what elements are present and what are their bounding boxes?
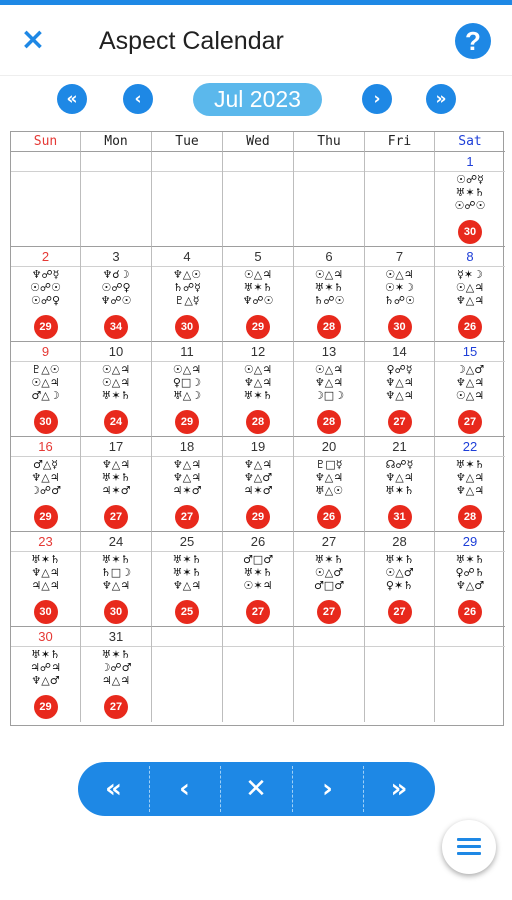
aspect-line: ♅✶♄ <box>31 553 60 566</box>
aspect-glyphs <box>294 458 364 497</box>
day-cell[interactable] <box>81 627 152 722</box>
day-cell[interactable] <box>365 342 435 437</box>
day-number: 9 <box>11 342 80 362</box>
aspect-count-badge: 34 <box>104 315 128 339</box>
aspect-line: ♆△♃ <box>172 579 202 592</box>
aspect-line: ♆△♃ <box>172 458 202 471</box>
day-number <box>223 627 293 647</box>
aspect-glyphs <box>11 553 80 592</box>
close-icon[interactable]: × <box>20 22 46 57</box>
aspect-line: ♄☍☉ <box>313 294 345 307</box>
first-month-button[interactable]: « <box>57 84 87 114</box>
aspect-count-badge: 29 <box>34 505 58 529</box>
day-number: 25 <box>152 532 222 552</box>
aspect-line: ☉✶☽ <box>385 281 414 294</box>
aspect-glyphs <box>365 363 434 402</box>
aspect-line: ☉△♃ <box>314 363 344 376</box>
aspect-line: ☉△♃ <box>243 268 273 281</box>
day-cell[interactable] <box>152 532 223 627</box>
aspect-count-badge: 30 <box>104 600 128 624</box>
prev-month-button[interactable]: ‹ <box>123 84 153 114</box>
aspect-glyphs <box>11 268 80 307</box>
aspect-line: ♂△☿ <box>32 458 59 471</box>
day-number: 1 <box>435 152 505 172</box>
aspect-glyphs <box>365 458 434 497</box>
clear-button[interactable]: ✕ <box>245 774 267 804</box>
aspect-line: ♅✶♄ <box>172 566 202 579</box>
aspect-glyphs <box>11 458 80 497</box>
day-cell[interactable] <box>81 342 152 437</box>
day-number: 19 <box>223 437 293 457</box>
day-cell[interactable] <box>294 437 365 532</box>
day-number: 7 <box>365 247 434 267</box>
aspect-glyphs <box>11 648 80 687</box>
weekday-header: Wed <box>223 132 294 152</box>
aspect-line: ♆△♃ <box>455 294 485 307</box>
aspect-glyphs <box>435 173 505 212</box>
aspect-line: ♅✶♄ <box>314 281 344 294</box>
aspect-line: ♆☍☉ <box>242 294 274 307</box>
aspect-line: ♇□☿ <box>315 458 343 471</box>
aspect-glyphs <box>294 553 364 592</box>
day-number: 26 <box>223 532 293 552</box>
aspect-glyphs <box>223 268 293 307</box>
aspect-line: ♅✶♄ <box>101 389 131 402</box>
day-cell[interactable] <box>81 247 152 342</box>
aspect-line: ♅✶♄ <box>243 281 273 294</box>
aspect-glyphs <box>152 268 222 307</box>
aspect-count-badge: 29 <box>34 315 58 339</box>
aspect-count-badge: 26 <box>458 600 482 624</box>
aspect-count-badge: 30 <box>34 410 58 434</box>
aspect-line: ♆☍☿ <box>31 268 60 281</box>
aspect-line: ♀☍♄ <box>455 566 485 579</box>
aspect-line: ☉△♃ <box>455 281 485 294</box>
aspect-count-badge: 29 <box>246 315 270 339</box>
day-number: 8 <box>435 247 505 267</box>
day-cell[interactable] <box>223 247 294 342</box>
aspect-line: ♅✶♄ <box>243 566 273 579</box>
aspect-line: ♅✶♄ <box>455 458 485 471</box>
aspect-glyphs <box>11 363 80 402</box>
aspect-count-badge: 30 <box>175 315 199 339</box>
day-cell[interactable] <box>152 437 223 532</box>
aspect-line: ☉☍☿ <box>456 173 484 186</box>
aspect-line: ♆☌☽ <box>102 268 130 281</box>
day-cell[interactable] <box>81 437 152 532</box>
aspect-line: ♆△♂ <box>455 579 485 592</box>
aspect-line: ♃✶♂ <box>172 484 202 497</box>
month-navigation <box>0 80 512 120</box>
day-cell <box>81 152 152 247</box>
aspect-line: ♆☍☉ <box>100 294 132 307</box>
aspect-line: ☉✶♃ <box>243 579 273 592</box>
aspect-line: ☉△♃ <box>314 268 344 281</box>
next-month-button[interactable]: › <box>362 84 392 114</box>
aspect-line: ☉△♃ <box>31 376 60 389</box>
aspect-line: ☉△♂ <box>314 566 344 579</box>
day-cell <box>365 152 435 247</box>
aspect-count-badge: 31 <box>388 505 412 529</box>
aspect-line: ♆△♃ <box>385 389 414 402</box>
day-cell <box>223 152 294 247</box>
aspect-line: ♀✶♄ <box>385 579 414 592</box>
aspect-glyphs <box>81 363 151 402</box>
aspect-line: ♂△☽ <box>31 389 60 402</box>
day-cell <box>152 152 223 247</box>
day-number: 11 <box>152 342 222 362</box>
aspect-line: ♃✶♂ <box>243 484 273 497</box>
day-number: 5 <box>223 247 293 267</box>
day-number <box>365 152 434 172</box>
day-number: 17 <box>81 437 151 457</box>
aspect-line: ☉△♃ <box>455 389 485 402</box>
aspect-count-badge: 27 <box>388 600 412 624</box>
aspect-line: ☉△♃ <box>101 363 131 376</box>
aspect-line: ♃△♃ <box>31 579 60 592</box>
day-number <box>81 152 151 172</box>
day-cell <box>294 627 365 722</box>
weekday-header: Fri <box>365 132 435 152</box>
aspect-count-badge: 29 <box>175 410 199 434</box>
aspect-line: ♆△♃ <box>314 376 344 389</box>
aspect-line: ♆△♃ <box>31 471 60 484</box>
day-cell[interactable] <box>294 342 365 437</box>
prev-page-button[interactable]: ‹ <box>179 774 190 804</box>
calendar-grid <box>10 131 504 726</box>
aspect-line: ♃☍♃ <box>30 661 61 674</box>
aspect-line: ☽□☽ <box>313 389 345 402</box>
day-number <box>365 627 434 647</box>
aspect-line: ♆△♃ <box>101 458 131 471</box>
aspect-line: ☉☍☉ <box>454 199 486 212</box>
day-number <box>152 627 222 647</box>
aspect-glyphs <box>152 363 222 402</box>
weekday-header: Sat <box>435 132 505 152</box>
aspect-line: ♆△♂ <box>243 471 273 484</box>
weekday-header: Thu <box>294 132 365 152</box>
day-number: 10 <box>81 342 151 362</box>
day-number: 31 <box>81 627 151 647</box>
aspect-glyphs <box>223 363 293 402</box>
aspect-line: ♅✶♄ <box>31 648 60 661</box>
day-number: 30 <box>11 627 80 647</box>
day-number <box>223 152 293 172</box>
aspect-line: ♅✶♄ <box>172 553 202 566</box>
day-number: 24 <box>81 532 151 552</box>
day-cell[interactable] <box>365 437 435 532</box>
aspect-line: ☿✶☽ <box>457 268 483 281</box>
day-cell[interactable] <box>152 247 223 342</box>
aspect-line: ♆△♃ <box>243 376 273 389</box>
day-number <box>11 152 80 172</box>
aspect-glyphs <box>365 553 434 592</box>
aspect-line: ♅✶♄ <box>385 553 414 566</box>
aspect-line: ♀□☽ <box>172 376 202 389</box>
aspect-glyphs <box>152 458 222 497</box>
aspect-line: ♆△♃ <box>172 471 202 484</box>
day-cell[interactable] <box>11 627 81 722</box>
aspect-line: ♆△♃ <box>243 458 273 471</box>
aspect-glyphs <box>81 268 151 307</box>
aspect-line: ☽☍♂ <box>100 661 132 674</box>
weekday-header: Tue <box>152 132 223 152</box>
aspect-glyphs <box>81 553 151 592</box>
day-number: 16 <box>11 437 80 457</box>
aspect-line: ♂□♂ <box>242 553 274 566</box>
aspect-line: ☊☍☿ <box>385 458 414 471</box>
aspect-count-badge: 27 <box>317 600 341 624</box>
aspect-line: ♅✶♄ <box>455 186 485 199</box>
day-cell[interactable] <box>11 532 81 627</box>
aspect-count-badge: 28 <box>246 410 270 434</box>
aspect-glyphs <box>81 458 151 497</box>
aspect-glyphs <box>223 553 293 592</box>
day-cell[interactable] <box>435 532 505 627</box>
aspect-line: ♆△♃ <box>314 471 344 484</box>
aspect-count-badge: 27 <box>104 695 128 719</box>
aspect-line: ☉☍♀ <box>101 281 131 294</box>
aspect-count-badge: 30 <box>388 315 412 339</box>
day-cell <box>365 627 435 722</box>
aspect-count-badge: 26 <box>317 505 341 529</box>
day-cell <box>294 152 365 247</box>
day-cell[interactable] <box>435 342 505 437</box>
day-cell <box>152 627 223 722</box>
aspect-line: ♅✶♄ <box>101 553 131 566</box>
aspect-line: ☉△♃ <box>243 363 273 376</box>
day-cell[interactable] <box>365 247 435 342</box>
app-header <box>0 5 512 76</box>
aspect-glyphs <box>435 363 505 402</box>
day-number: 13 <box>294 342 364 362</box>
day-number <box>294 152 364 172</box>
day-number: 6 <box>294 247 364 267</box>
aspect-line: ☉△♂ <box>385 566 414 579</box>
aspect-glyphs <box>365 268 434 307</box>
last-month-button[interactable]: » <box>426 84 456 114</box>
day-number <box>294 627 364 647</box>
next-page-button[interactable]: › <box>322 774 333 804</box>
aspect-line: ♅△☽ <box>172 389 202 402</box>
help-icon[interactable]: ? <box>455 23 491 59</box>
aspect-line: ♅✶♄ <box>101 648 131 661</box>
day-number: 21 <box>365 437 434 457</box>
aspect-line: ♇△☿ <box>174 294 200 307</box>
day-number: 29 <box>435 532 505 552</box>
day-cell[interactable] <box>365 532 435 627</box>
aspect-line: ♃△♃ <box>101 674 131 687</box>
aspect-line: ☽☍♂ <box>30 484 61 497</box>
aspect-count-badge: 30 <box>34 600 58 624</box>
day-number: 2 <box>11 247 80 267</box>
aspect-line: ☉☍☉ <box>30 281 61 294</box>
first-page-button[interactable]: « <box>105 774 122 804</box>
aspect-count-badge: 29 <box>246 505 270 529</box>
aspect-count-badge: 28 <box>458 505 482 529</box>
aspect-line: ♅✶♄ <box>243 389 273 402</box>
day-number: 28 <box>365 532 434 552</box>
page-title: Aspect Calendar <box>99 27 284 55</box>
month-label[interactable]: Jul 2023 <box>193 83 322 116</box>
day-number: 20 <box>294 437 364 457</box>
aspect-line: ♂□♂ <box>313 579 345 592</box>
aspect-glyphs <box>81 648 151 687</box>
aspect-glyphs <box>435 458 505 497</box>
aspect-line: ☽△♂ <box>455 363 485 376</box>
aspect-glyphs <box>223 458 293 497</box>
day-cell[interactable] <box>152 342 223 437</box>
aspect-count-badge: 25 <box>175 600 199 624</box>
aspect-line: ♃✶♂ <box>101 484 131 497</box>
bottom-navigation-bar <box>78 762 435 816</box>
aspect-line: ♆△♃ <box>101 579 131 592</box>
aspect-line: ♅✶♄ <box>101 471 131 484</box>
day-cell[interactable] <box>11 342 81 437</box>
day-number: 15 <box>435 342 505 362</box>
day-cell[interactable] <box>223 342 294 437</box>
day-cell[interactable] <box>11 437 81 532</box>
aspect-count-badge: 30 <box>458 220 482 244</box>
aspect-count-badge: 27 <box>246 600 270 624</box>
weekday-header: Sun <box>11 132 81 152</box>
aspect-line: ☉△♃ <box>385 268 414 281</box>
aspect-line: ♅✶♄ <box>385 484 414 497</box>
last-page-button[interactable]: » <box>390 774 408 804</box>
day-cell <box>11 152 81 247</box>
day-cell <box>223 627 294 722</box>
aspect-line: ♆△♃ <box>31 566 60 579</box>
day-cell[interactable] <box>11 247 81 342</box>
aspect-line: ♆△♃ <box>385 471 414 484</box>
aspect-glyphs <box>435 268 505 307</box>
aspect-line: ☉△♃ <box>172 363 202 376</box>
aspect-glyphs <box>435 553 505 592</box>
aspect-count-badge: 27 <box>458 410 482 434</box>
day-number: 4 <box>152 247 222 267</box>
day-cell <box>435 627 505 722</box>
day-number: 14 <box>365 342 434 362</box>
aspect-count-badge: 28 <box>317 315 341 339</box>
aspect-line: ♆△♃ <box>385 376 414 389</box>
day-number: 22 <box>435 437 505 457</box>
aspect-count-badge: 27 <box>104 505 128 529</box>
aspect-count-badge: 28 <box>317 410 341 434</box>
aspect-line: ♆△♃ <box>455 376 485 389</box>
day-cell[interactable] <box>294 247 365 342</box>
aspect-count-badge: 29 <box>34 695 58 719</box>
aspect-line: ♆△♂ <box>31 674 60 687</box>
day-number <box>152 152 222 172</box>
aspect-glyphs <box>294 363 364 402</box>
aspect-line: ♅✶♄ <box>314 553 344 566</box>
day-cell[interactable] <box>435 247 505 342</box>
day-cell[interactable] <box>435 152 505 247</box>
aspect-line: ♅△☉ <box>314 484 344 497</box>
aspect-line: ♀☍☿ <box>386 363 413 376</box>
day-number: 23 <box>11 532 80 552</box>
aspect-line: ☉△♃ <box>101 376 131 389</box>
aspect-line: ♄☍☿ <box>173 281 201 294</box>
day-number: 18 <box>152 437 222 457</box>
aspect-line: ♆△☉ <box>172 268 202 281</box>
aspect-glyphs <box>294 268 364 307</box>
aspect-glyphs <box>152 553 222 592</box>
aspect-line: ♄□☽ <box>100 566 132 579</box>
aspect-line: ☉☍♀ <box>30 294 61 307</box>
day-number: 12 <box>223 342 293 362</box>
day-cell[interactable] <box>294 532 365 627</box>
aspect-line: ♆△♃ <box>455 484 485 497</box>
aspect-count-badge: 24 <box>104 410 128 434</box>
day-number <box>435 627 505 647</box>
day-cell[interactable] <box>435 437 505 532</box>
aspect-count-badge: 26 <box>458 315 482 339</box>
aspect-line: ♇△☉ <box>31 363 60 376</box>
day-number: 27 <box>294 532 364 552</box>
day-cell[interactable] <box>81 532 152 627</box>
weekday-header: Mon <box>81 132 152 152</box>
day-cell[interactable] <box>223 437 294 532</box>
menu-fab[interactable] <box>442 820 496 874</box>
day-cell[interactable] <box>223 532 294 627</box>
day-number: 3 <box>81 247 151 267</box>
aspect-count-badge: 27 <box>175 505 199 529</box>
aspect-line: ♄☍☉ <box>384 294 415 307</box>
aspect-count-badge: 27 <box>388 410 412 434</box>
aspect-line: ♆△♃ <box>455 471 485 484</box>
aspect-line: ♅✶♄ <box>455 553 485 566</box>
